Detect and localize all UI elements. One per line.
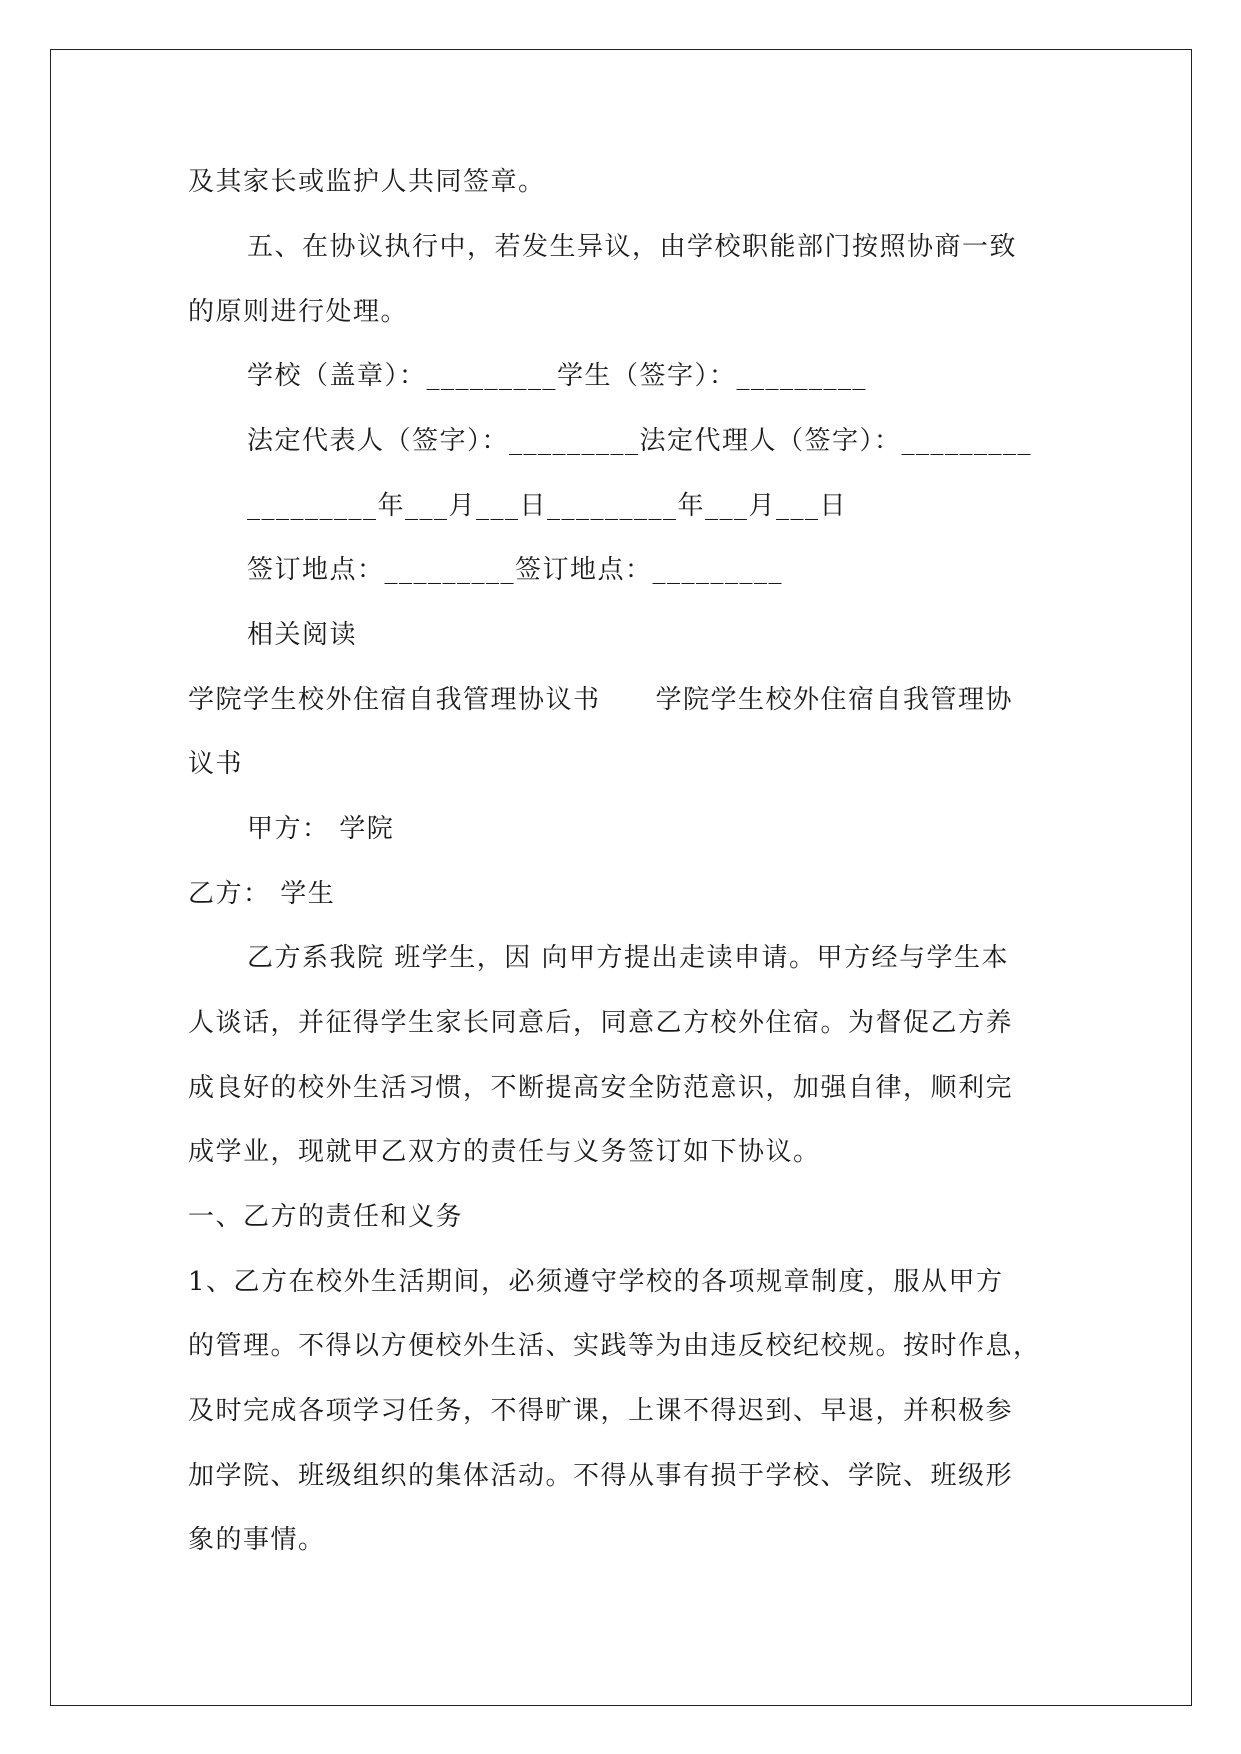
related-title: 学院学生校外住宿自我管理协议书 学院学生校外住宿自我管理协: [188, 685, 1014, 715]
related-title-cont: 议书: [188, 749, 244, 779]
text-line: 成学业，现就甲乙双方的责任与义务签订如下协议。: [188, 1137, 821, 1167]
clause-one: 1、乙方在校外生活期间，必须遵守学校的各项规章制度，服从甲方: [188, 1267, 1004, 1297]
signature-representatives: 法定代表人（签字）：_________法定代理人（签字）：_________: [247, 426, 1033, 456]
signing-locations: 签订地点：_________签订地点：_________: [247, 555, 784, 585]
section-heading: 一、乙方的责任和义务: [188, 1202, 464, 1232]
text-line: 象的事情。: [188, 1525, 326, 1555]
party-a: 甲方： 学院: [247, 814, 395, 844]
party-b: 乙方： 学生: [188, 879, 336, 909]
text-line: 加学院、班级组织的集体活动。不得从事有损于学校、学院、班级形: [188, 1461, 1014, 1491]
signature-dates: _________年___月___日_________年___月___日: [247, 491, 848, 521]
text-line: 及其家长或监护人共同签章。: [188, 167, 546, 197]
intro-paragraph: 乙方系我院 班学生，因 向甲方提出走读申请。甲方经与学生本: [247, 943, 1010, 973]
text-line: 的管理。不得以方便校外生活、实践等为由违反校纪校规。按时作息，: [188, 1331, 1041, 1361]
signature-school-student: 学校（盖章）：_________学生（签字）：_________: [247, 361, 868, 391]
related-reading-heading: 相关阅读: [247, 620, 358, 650]
text-line: 的原则进行处理。: [188, 297, 409, 327]
text-line: 及时完成各项学习任务，不得旷课，上课不得迟到、早退，并积极参: [188, 1396, 1014, 1426]
text-line: 成良好的校外生活习惯，不断提高安全防范意识，加强自律，顺利完: [188, 1073, 1014, 1103]
text-line: 人谈话，并征得学生家长同意后，同意乙方校外住宿。为督促乙方养: [188, 1008, 1014, 1038]
clause-five: 五、在协议执行中，若发生异议，由学校职能部门按照协商一致: [247, 232, 1018, 262]
